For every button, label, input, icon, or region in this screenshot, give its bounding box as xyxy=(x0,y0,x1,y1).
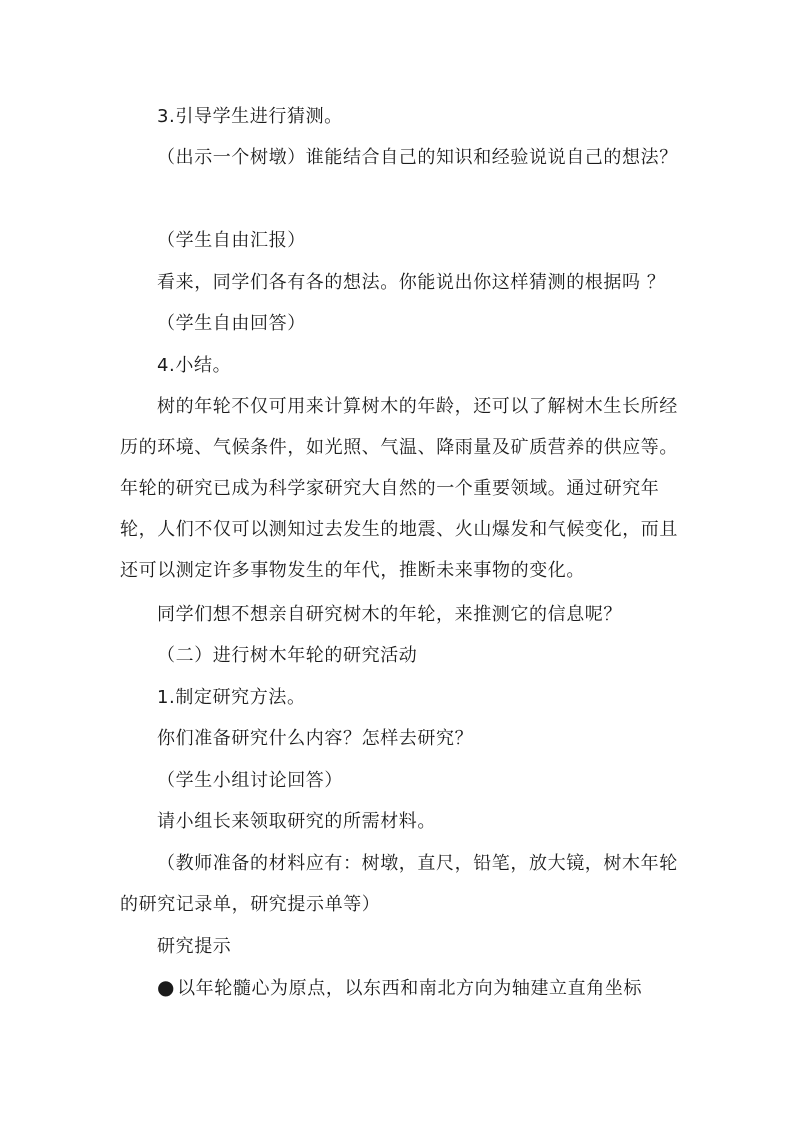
paragraph-group-discussion: （学生小组讨论回答） xyxy=(157,770,343,791)
paragraph-collect-materials: 请小组长来领取研究的所需材料。 xyxy=(157,811,436,832)
bullet-item-coordinate xyxy=(157,967,687,1009)
paragraph-materials-list: （教师准备的材料应有：树墩，直尺，铅笔，放大镜，树木年轮的研究记录单，研究提示单等） xyxy=(120,853,678,915)
bullet-icon: ● xyxy=(157,975,176,999)
section-heading-research-activity: （二）进行树木年轮的研究活动 xyxy=(157,645,418,666)
paragraph-summary: 树的年轮不仅可用来计算树木的年龄，还可以了解树木生长所经历的环境、气候条件，如光照、气温、降雨量及矿质营养的供应等。年轮的研究已成为科学家研究大自然的一个重要领域。通过研究年轮，人们不仅可以测知过去发生的地震、火山爆发和气候变化，而且还可以测定许多事物发生的年代，推断未来事物的变化。 xyxy=(120,396,678,581)
paragraph-show-stump: （出示一个树墩）谁能结合自己的知识和经验说说自己的想法？ xyxy=(157,147,678,168)
paragraph-different-ideas: 看来，同学们各有各的想法。你能说出你这样猜测的根据吗 ？ xyxy=(157,272,666,293)
paragraph-student-report: （学生自由汇报） xyxy=(157,230,306,251)
paragraph-research-question: 你们准备研究什么内容？怎样去研究？ xyxy=(157,728,474,749)
paragraph-invite-research: 同学们想不想亲自研究树木的年轮，来推测它的信息呢？ xyxy=(157,604,622,625)
paragraph-step1-method: 1.制定研究方法。 xyxy=(157,687,306,708)
paragraph-step4: 4.小结。 xyxy=(157,355,232,376)
paragraph-research-tips-heading: 研究提示 xyxy=(157,936,232,957)
paragraph-student-answer: （学生自由回答） xyxy=(157,313,306,334)
paragraph-step3: 3.引导学生进行猜测。 xyxy=(157,106,343,127)
bullet-item-text: 以年轮髓心为原点，以东西和南北方向为轴建立直角坐标 xyxy=(177,978,643,999)
